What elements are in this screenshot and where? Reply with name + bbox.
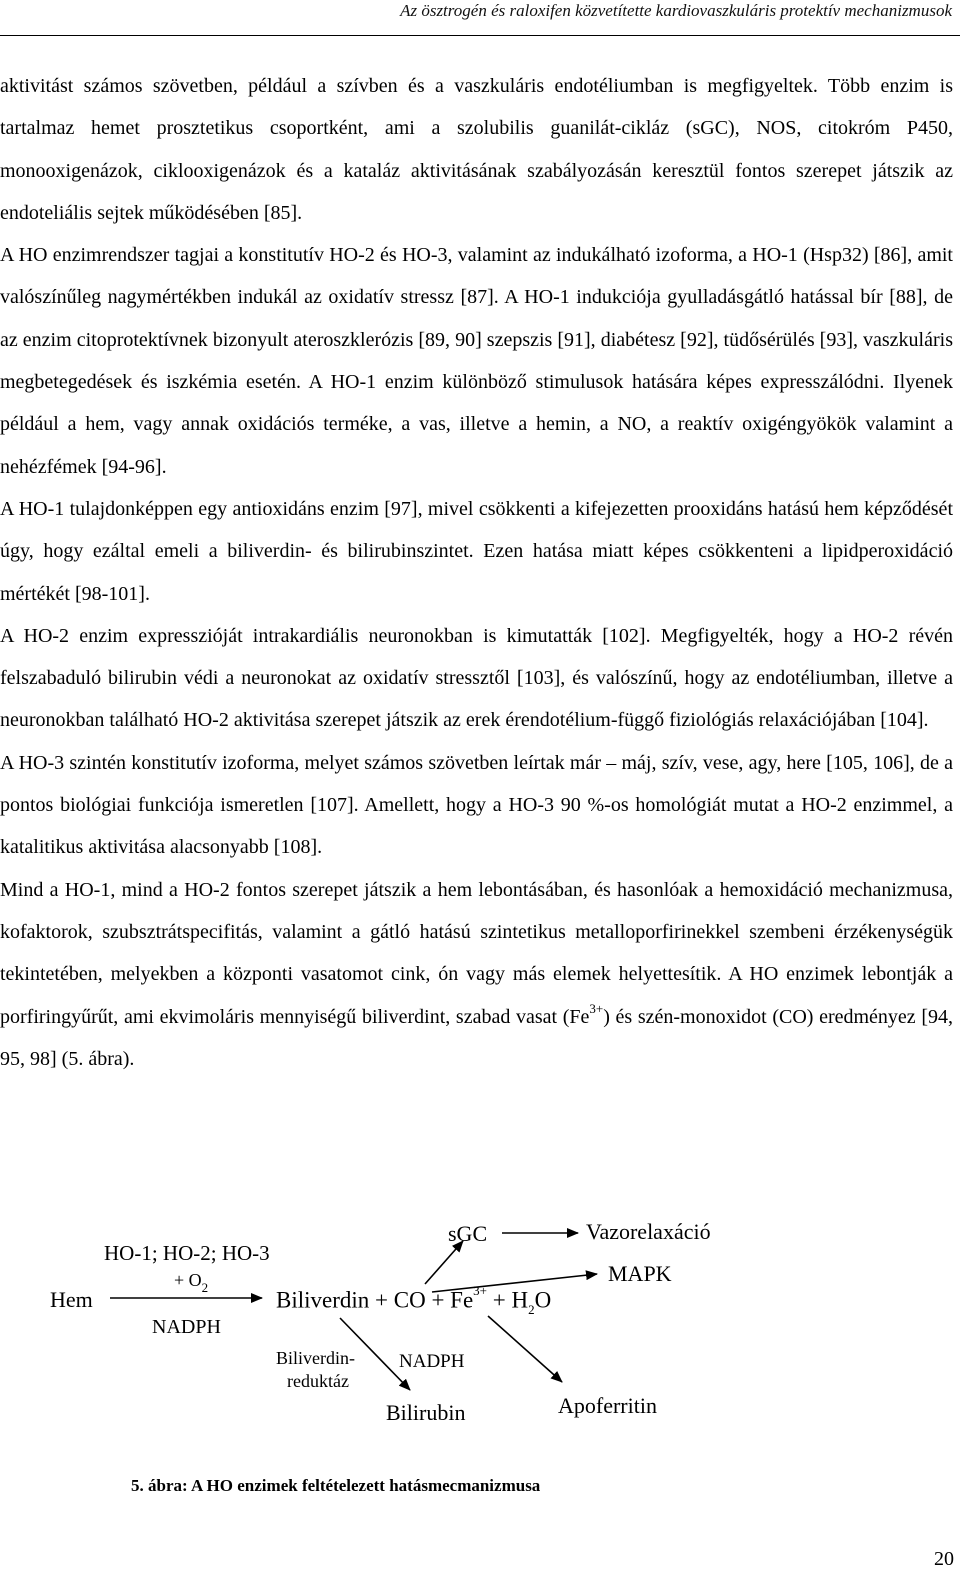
bilirubin-label: Bilirubin [386,1400,466,1425]
products-label [276,1283,552,1318]
reductase-label-line1: Biliverdin- [276,1348,355,1368]
arrow-fe-to-apoferritin [488,1316,562,1382]
products-text: + H [487,1287,529,1313]
running-header: Az ösztrogén és raloxifen közvetítette kardiovaszkuláris protektív mechanizmusok [400,1,952,20]
enzymes-label: HO-1; HO-2; HO-3 [104,1241,270,1265]
header-rule [0,35,960,36]
products-text: Biliverdin + CO + Fe [276,1287,474,1313]
paragraph: A HO-2 enzim expresszióját intrakardiális neuronokban is kimutatták [102]. Megfigyelték, hogy a HO-2 révén felszabaduló bilirubin védi a neuronokat az oxidatív stressztől [103], és valószínű, hogy az endotéliumban, illetve a neuronokban található HO-2 aktivitása szerepet játszik az erek érendotélium-függő fiziológiás relaxációjában [104]. [0,624,953,732]
sgc-label: sGC [448,1221,488,1246]
mapk-label: MAPK [608,1261,672,1286]
arrow-co-to-sgc [425,1241,463,1284]
paragraph-text: ) és szén-monoxidot (CO) eredményez [94, 95, 98] (5. ábra). [0,1005,953,1070]
oxygen-subscript: 2 [201,1279,209,1295]
paragraph: A HO enzimrendszer tagjai a konstitutív HO-2 és HO-3, valamint az indukálható izoforma, a HO-1 (Hsp32) [86], amit valószínűleg nagymértékben indukál az oxidatív stressz [87]. A HO-1 indukciója gyulladásgátló hatással bír [88], de az enzim citoprotektívnek bizonyult ateroszklerózis [89, 90] szepszis [91], diabétesz [92], tüdősérülés [93], vaszkuláris megbetegedések és iszkémia esetén. A HO-1 enzim különböző stimulusok hatására képes expresszálódni. Ilyenek például a hem, vagy annak oxidációs terméke, a vas, illetve a hemin, a NO, a reaktív oxigéngyökök valamint a nehézfémek [94-96]. [0,244,953,478]
paragraph-text: Mind a HO-1, mind a HO-2 fontos szerepet játszik a hem lebontásában, és hasonlóak a hemoxidáció mechanizmusa, kofaktorok, szubsztrátspecifitás, valamint a gátló hatású szintetikus metalloporfirinekkel szembeni érzékenységük tekintetében, melyekben a központi vasatomot cink, ón vagy más elemek helyettesítik. A HO enzimek lebontják a porfiringyűrűt, ami ekvimoláris mennyiségű biliverdint, szabad vasat (Fe [0,878,953,1028]
iron-charge: 3+ [473,1283,488,1298]
reductase-label-line2: reduktáz [287,1371,349,1391]
figure-caption: 5. ábra: A HO enzimek feltételezett hatásmecmanizmusa [131,1476,541,1495]
iron-charge-superscript: 3+ [589,1000,604,1016]
body-text [0,65,953,1080]
water-subscript: 2 [528,1302,535,1318]
page-number: 20 [934,1548,954,1570]
figure-5-diagram [0,1200,960,1460]
hem-label: Hem [50,1287,93,1312]
oxygen-text: + O [174,1270,202,1290]
apoferritin-label: Apoferritin [558,1393,657,1418]
nadph-label-2: NADPH [399,1351,465,1372]
paragraph: A HO-3 szintén konstitutív izoforma, melyet számos szövetben leírtak már – máj, szív, vese, agy, here [105, 106], de a pontos biológiai funkciója ismeretlen [107]. Amellett, hogy a HO-3 90 %-os homológiát mutat a HO-2 enzimmel, a katalitikus aktivitása alacsonyabb [108]. [0,751,953,859]
paragraph [0,869,953,1080]
oxygen-label [174,1271,208,1293]
vazorelaxacio-label: Vazorelaxáció [586,1219,711,1244]
paragraph: A HO-1 tulajdonképpen egy antioxidáns enzim [97], mivel csökkenti a kifejezetten prooxidáns hatású hem képződését úgy, hogy ezáltal emeli a biliverdin- és bilirubinszintet. Ezen hatása miatt képes csökkenteni a lipidperoxidáció mértékét [98-101]. [0,497,953,605]
products-text: O [534,1287,552,1313]
paragraph: aktivitást számos szövetben, például a szívben és a vaszkuláris endotéliumban is megfigyeltek. Több enzim is tartalmaz hemet prosztetikus csoportként, ami a szolubilis guanilát-cikláz (sGC), NOS, citokróm P450, monooxigenázok, ciklooxigenázok és a kataláz aktivitásának szabályozásán keresztül fontos szerepet játszik az endoteliális sejtek működésében [85]. [0,75,953,224]
nadph-label-1: NADPH [152,1316,221,1338]
